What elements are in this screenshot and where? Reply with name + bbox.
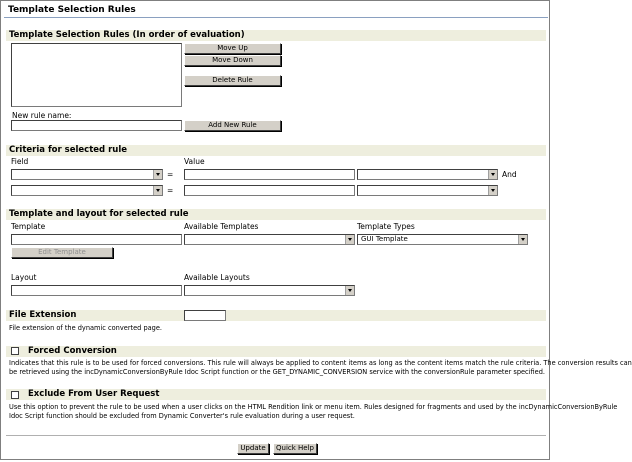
exclude-user-request-description-line-2: Idoc Script function should be excluded from Dynamic Converter's rule evaluation during a user request.	[9, 412, 355, 420]
template-layout-section-header: Template and layout for selected rule	[6, 209, 546, 220]
quick-help-button[interactable]: Quick Help	[273, 443, 317, 454]
layout-label: Layout	[11, 273, 37, 282]
add-new-rule-button[interactable]: Add New Rule	[184, 120, 281, 131]
page-title: Template Selection Rules	[8, 5, 136, 15]
value-label: Value	[184, 157, 205, 166]
forced-conversion-description-line-1: Indicates that this rule is to be used for forced conversions. This rule will always be applied to content items as long as the content items match the rule criteria. The conversion results can	[9, 359, 632, 367]
title-divider	[4, 17, 548, 18]
available-templates-select[interactable]	[184, 234, 355, 245]
chevron-down-icon	[345, 286, 354, 295]
criteria-field-select-2[interactable]	[11, 185, 163, 196]
available-layouts-label: Available Layouts	[184, 273, 250, 282]
new-rule-name-input[interactable]	[11, 120, 182, 131]
field-label: Field	[11, 157, 29, 166]
file-extension-description: File extension of the dynamic converted page.	[9, 324, 163, 332]
criteria-section-header: Criteria for selected rule	[6, 145, 546, 156]
exclude-user-request-checkbox[interactable]	[11, 391, 19, 399]
file-extension-input[interactable]	[184, 310, 226, 321]
criteria-operator-select-1[interactable]	[357, 169, 498, 180]
criteria-field-select-1[interactable]	[11, 169, 163, 180]
chevron-down-icon	[153, 186, 162, 195]
criteria-value-input-1[interactable]	[184, 169, 355, 180]
edit-template-button[interactable]: Edit Template	[11, 247, 113, 258]
chevron-down-icon	[488, 170, 497, 179]
footer-divider	[6, 435, 546, 436]
move-up-button[interactable]: Move Up	[184, 43, 281, 54]
and-label: And	[502, 170, 517, 179]
template-label: Template	[11, 222, 46, 231]
chevron-down-icon	[518, 235, 527, 244]
chevron-down-icon	[488, 186, 497, 195]
new-rule-name-label: New rule name:	[12, 111, 72, 120]
rules-section-header: Template Selection Rules (In order of evaluation)	[6, 30, 546, 41]
delete-rule-button[interactable]: Delete Rule	[184, 75, 281, 86]
template-input[interactable]	[11, 234, 182, 245]
available-layouts-select[interactable]	[184, 285, 355, 296]
criteria-operator-select-2[interactable]	[357, 185, 498, 196]
available-templates-label: Available Templates	[184, 222, 259, 231]
move-down-button[interactable]: Move Down	[184, 55, 281, 66]
chevron-down-icon	[345, 235, 354, 244]
equals-sign: =	[167, 170, 174, 179]
forced-conversion-section-header: Forced Conversion	[6, 346, 546, 357]
template-types-select[interactable]	[357, 234, 528, 245]
rules-listbox[interactable]	[11, 43, 182, 107]
chevron-down-icon	[153, 170, 162, 179]
layout-input[interactable]	[11, 285, 182, 296]
forced-conversion-description-line-2: be retrieved using the incDynamicConversionByRule Idoc Script function or the GET_DYNAMIC_CONVERSION service with the conversionRule parameter specified.	[9, 368, 546, 376]
template-types-select-value: GUI Template	[361, 235, 408, 243]
template-types-label: Template Types	[357, 222, 415, 231]
exclude-user-request-section-header: Exclude From User Request	[6, 389, 546, 400]
file-extension-section-header: File Extension	[6, 310, 546, 321]
exclude-user-request-description-line-1: Use this option to prevent the rule to be used when a user clicks on the HTML Rendition link or menu item. Rules designed for fragments and used by the incDynamicConversionByRule	[9, 403, 618, 411]
update-button[interactable]: Update	[237, 443, 269, 454]
forced-conversion-checkbox[interactable]	[11, 347, 19, 355]
equals-sign: =	[167, 186, 174, 195]
criteria-value-input-2[interactable]	[184, 185, 355, 196]
